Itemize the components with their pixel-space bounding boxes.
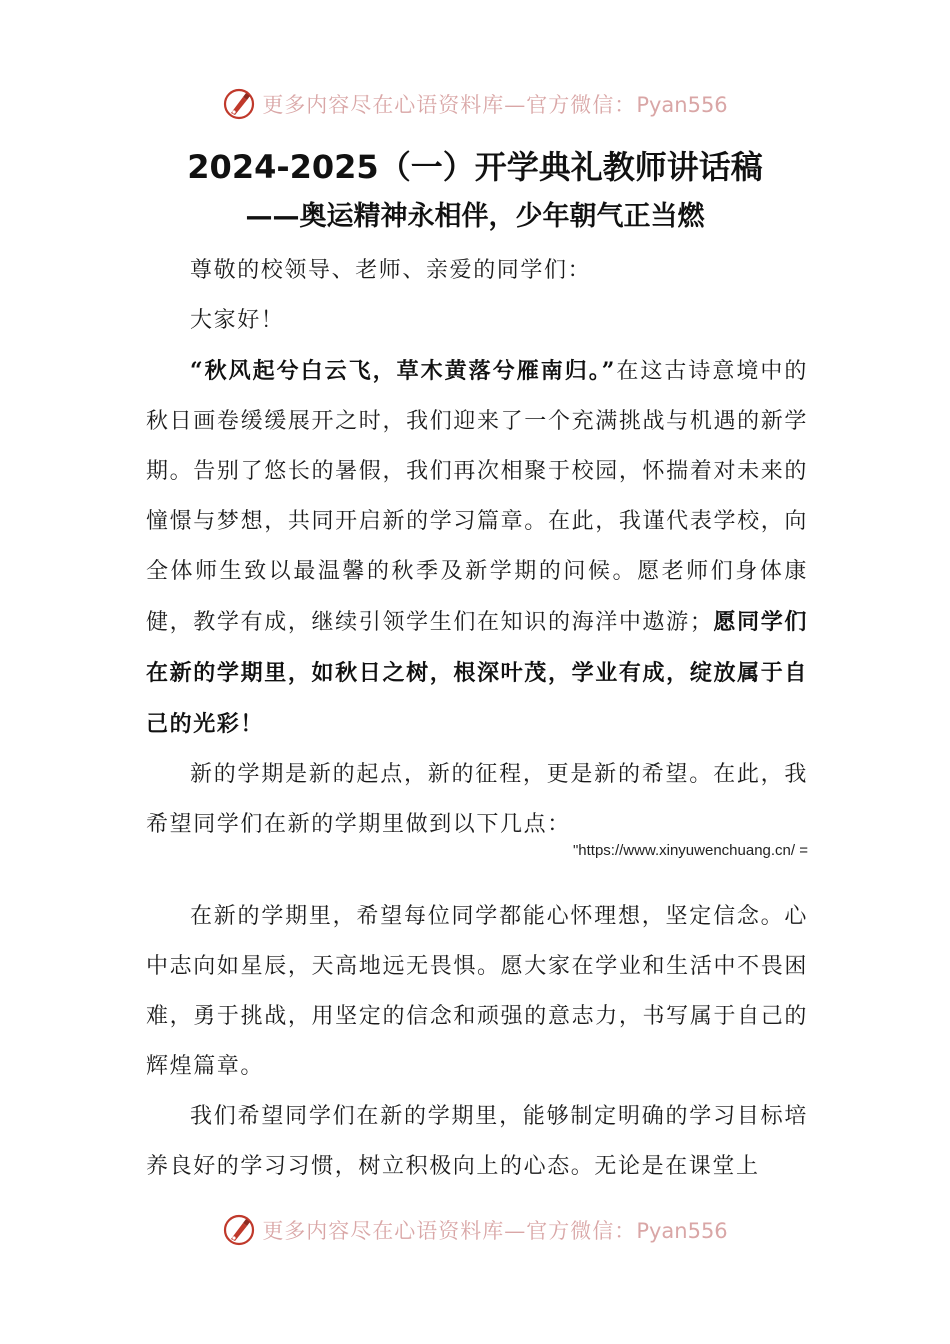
speech-body-part-2 xyxy=(146,892,808,1192)
speech-body-part-1 xyxy=(146,246,808,850)
paragraph-2: 新的学期是新的起点，新的征程，更是新的希望。在此，我希望同学们在新的学期里做到以下几点： xyxy=(146,762,808,837)
watermark-label: 更多内容尽在心语资料库—官方微信： xyxy=(262,1219,637,1243)
poem-quote: “秋风起兮白云飞，草木黄落兮雁南归。” xyxy=(190,358,616,384)
paragraph-1-bold-wish: 愿同学们在新的学期里，如秋日之树，根深叶茂，学业有成，绽放属于自己的光彩！ xyxy=(146,609,808,737)
footer-watermark xyxy=(0,1208,950,1252)
paragraph-1-text: 在这古诗意境中的秋日画卷缓缓展开之时，我们迎来了一个充满挑战与机遇的新学期。告别了悠长的暑假，我们再次相聚于校园，怀揣着对未来的憧憬与梦想，共同开启新的学习篇章。在此，我谨代表学校，向全体师生致以最温馨的秋季及新学期的问候。愿老师们身体康健，教学有成，继续引领学生们在知识的海洋中遨游； xyxy=(146,359,808,635)
paragraph-4: 我们希望同学们在新的学期里，能够制定明确的学习目标培养良好的学习习惯，树立积极向上的心态。无论是在课堂上 xyxy=(146,1104,808,1179)
paragraph-3: 在新的学期里，希望每位同学都能心怀理想，坚定信念。心中志向如星辰，天高地远无畏惧。愿大家在学业和生活中不畏困难，勇于挑战，用坚定的信念和顽强的意志力，书写属于自己的辉煌篇章。 xyxy=(146,904,808,1079)
watermark-wechat-id: Pyan556 xyxy=(636,93,728,117)
paragraph-1 xyxy=(146,346,808,750)
watermark-wechat-id: Pyan556 xyxy=(636,1219,728,1243)
pen-circle-logo-icon xyxy=(222,87,256,121)
greeting-line: 尊敬的校领导、老师、亲爱的同学们： xyxy=(190,258,592,283)
document-subtitle: ——奥运精神永相伴，少年朝气正当燃 xyxy=(245,201,705,232)
document-title: 2024-2025（一）开学典礼教师讲话稿 xyxy=(187,148,763,186)
watermark-label: 更多内容尽在心语资料库—官方微信： xyxy=(262,93,637,117)
header-watermark xyxy=(0,82,950,126)
watermark-text xyxy=(262,1215,727,1245)
source-url-line: "https://www.xinyuwenchuang.cn/ = xyxy=(572,842,808,859)
pen-circle-logo-icon xyxy=(222,1213,256,1247)
watermark-text xyxy=(262,89,727,119)
hello-line: 大家好！ xyxy=(190,308,285,333)
